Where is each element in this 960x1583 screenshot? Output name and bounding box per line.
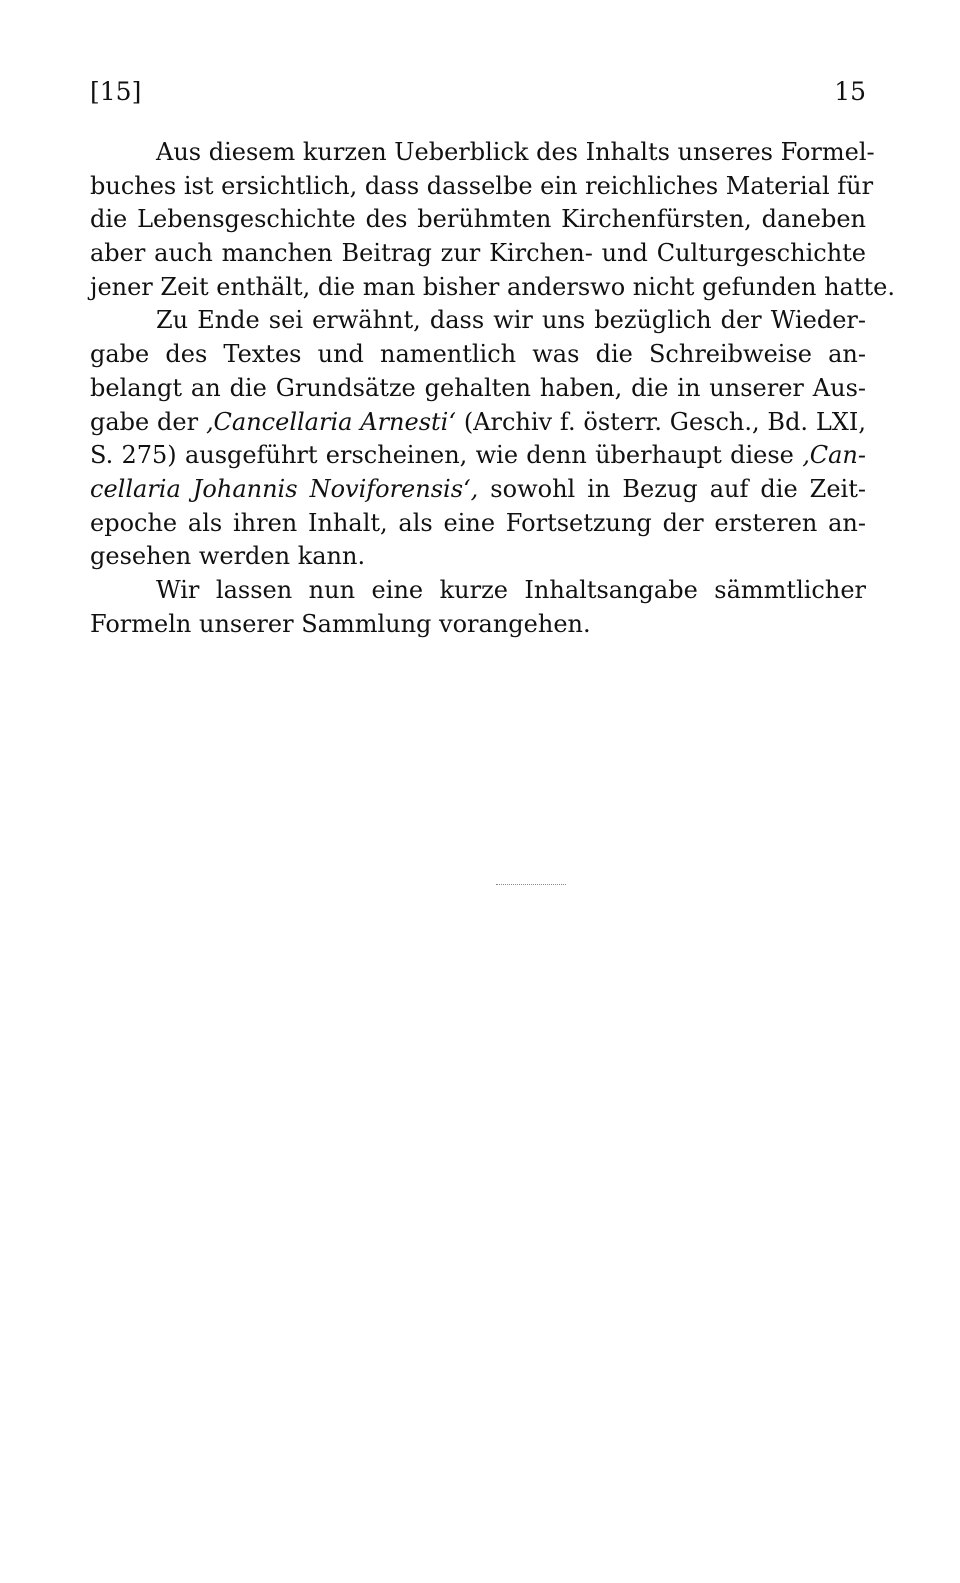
italic-title: cellaria Johannis Noviforensis‘, bbox=[90, 474, 479, 503]
text-segment: gabe der bbox=[90, 407, 206, 436]
italic-title: ‚Can- bbox=[802, 441, 866, 470]
bracket-page-number: [15] bbox=[90, 77, 142, 106]
text-segment: (Archiv f. österr. Gesch., Bd. LXI, bbox=[456, 407, 867, 436]
text-line bbox=[90, 439, 866, 473]
text-line bbox=[90, 473, 866, 507]
text-line bbox=[90, 406, 866, 440]
text-line: Formeln unserer Sammlung vorangehen. bbox=[90, 609, 591, 638]
section-divider bbox=[496, 884, 566, 885]
text-line: epoche als ihren Inhalt, als eine Fortsetzung der ersteren an- bbox=[90, 508, 866, 537]
text-line: Zu Ende sei erwähnt, dass wir uns bezüglich der Wieder- bbox=[156, 306, 866, 335]
text-line: Wir lassen nun eine kurze Inhaltsangabe sämmtlicher bbox=[156, 575, 866, 604]
text-line: jener Zeit enthält, die man bisher anderswo nicht gefunden hatte. bbox=[90, 272, 895, 301]
page-header bbox=[90, 74, 866, 110]
text-line: gesehen werden kann. bbox=[90, 542, 366, 571]
italic-title: ‚Cancellaria Arnesti‘ bbox=[205, 407, 456, 436]
text-segment: S. 275) ausgeführt erscheinen, wie denn überhaupt diese bbox=[90, 441, 803, 470]
text-line: die Lebensgeschichte des berühmten Kirchenfürsten, daneben bbox=[90, 205, 866, 234]
text-line: Aus diesem kurzen Ueberblick des Inhalts unseres Formel- bbox=[156, 138, 875, 166]
page-number: 15 bbox=[834, 77, 866, 106]
text-line: aber auch manchen Beitrag zur Kirchen- und Culturgeschichte bbox=[90, 239, 866, 268]
text-line: belangt an die Grundsätze gehalten haben, die in unserer Aus- bbox=[90, 373, 866, 402]
text-line: buches ist ersichtlich, dass dasselbe ein reichliches Material für bbox=[90, 171, 874, 200]
text-line: gabe des Textes und namentlich was die Schreibweise an- bbox=[90, 340, 866, 369]
text-segment: sowohl in Bezug auf die Zeit- bbox=[478, 474, 866, 503]
body-text bbox=[90, 136, 895, 641]
